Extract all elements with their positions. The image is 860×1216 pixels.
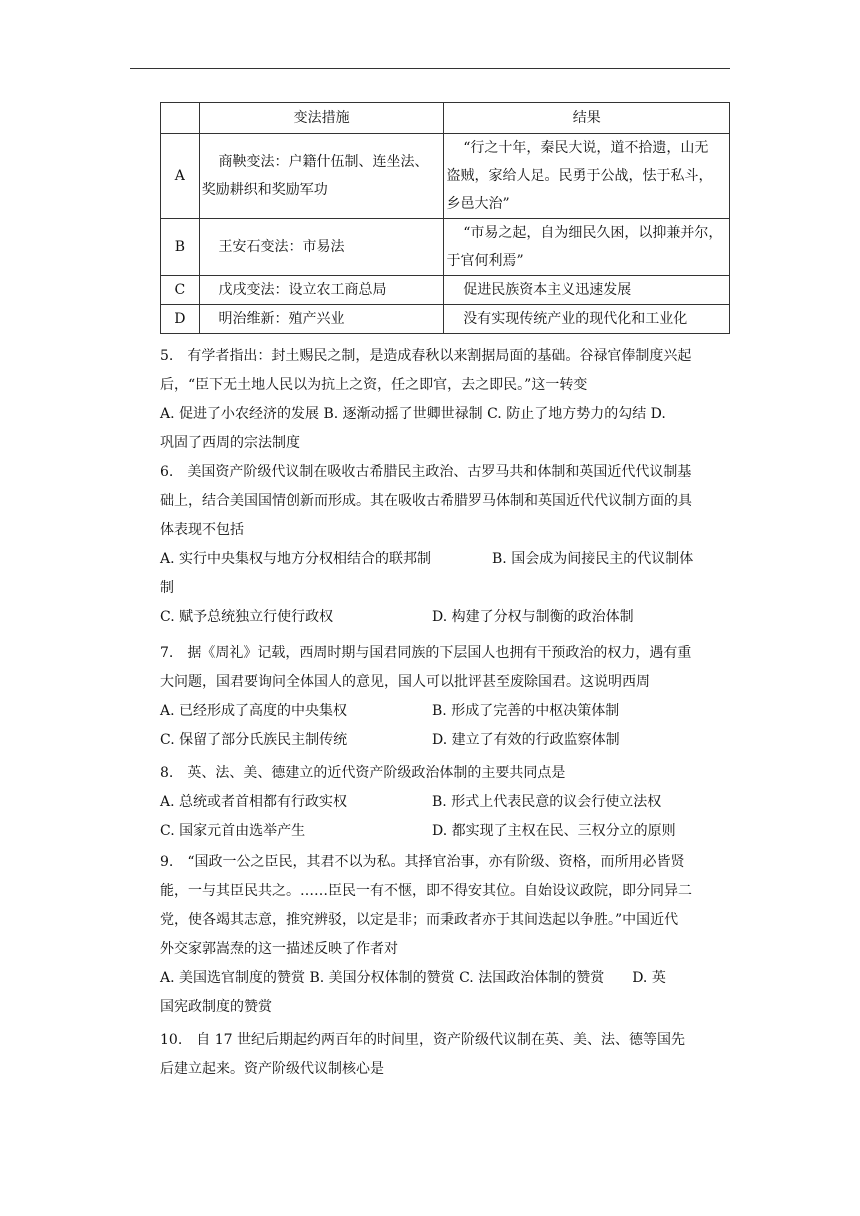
header-cell-result: 结果 [444,103,730,134]
option-a: A. 总统或者首相都有行政实权 [160,794,348,810]
question-stem-line: 党，使各竭其志意，推究辨驳，以定是非；而秉政者亦于其间迭起以争胜。”中国近代 [160,912,679,928]
cell-line: 商鞅变法：户籍什伍制、连坐法、 [218,154,429,170]
result-cell [444,276,730,305]
header-cell-measure: 变法措施 [199,103,444,134]
cell-line: 明治维新：殖产兴业 [218,311,345,327]
row-key: A [161,134,200,219]
options-row [160,726,732,755]
options-line: 巩固了西周的宗法制度 [160,435,300,451]
table-row [161,305,730,334]
question-stem-line: 体表现不包括 [160,522,244,538]
table-row [161,134,730,219]
options-row [160,603,732,632]
options-line: A. 美国选官制度的赞赏 B. 美国分权体制的赞赏 C. 法国政治体制的赞赏 D. 英 [160,970,666,986]
cell-line: 乡邑大治” [446,196,510,212]
options-row [160,697,732,726]
question-stem-line: 6. 美国资产阶级代议制在吸收古希腊民主政治、古罗马共和体制和英国近代代议制基 [160,464,692,480]
cell-line: 于官何利焉” [446,253,524,269]
header-rule [130,68,730,69]
question-stem-line: 7. 据《周礼》记载，西周时期与国君同族的下层国人也拥有干预政治的权力，遇有重 [160,645,692,661]
cell-line: “行之十年，秦民大说，道不拾遗，山无 [463,140,709,156]
option-b: B. 国会成为间接民主的代议制体 [492,551,694,567]
row-key: D [161,305,200,334]
cell-line: 促进民族资本主义迅速发展 [463,282,632,298]
table-header-row [161,103,730,134]
question-8 [160,759,732,846]
question-10 [160,1026,732,1084]
option-b: B. 形成了完善的中枢决策体制 [432,703,620,719]
question-stem-line: 外交家郭嵩焘的这一描述反映了作者对 [160,941,398,957]
option-a: A. 实行中央集权与地方分权相结合的联邦制 [160,551,432,567]
reform-comparison-table [160,102,730,334]
question-9 [160,848,732,1022]
result-cell [444,305,730,334]
options-row [160,788,732,817]
cell-line: “市易之起，自为细民久困，以抑兼并尔， [463,225,723,241]
option-b-continuation: 制 [160,580,174,596]
question-stem-line: 5. 有学者指出：封土赐民之制，是造成春秋以来割据局面的基础。谷禄官俸制度兴起 [160,348,692,364]
question-stem-line: 8. 英、法、美、德建立的近代资产阶级政治体制的主要共同点是 [160,765,566,781]
option-c: C. 赋予总统独立行使行政权 [160,609,334,625]
row-key: B [161,219,200,276]
cell-line: 盗贼，家给人足。民勇于公战，怯于私斗， [446,168,713,184]
measure-cell [199,305,444,334]
result-cell [444,219,730,276]
cell-line: 王安石变法：市易法 [218,239,345,255]
measure-cell [199,134,444,219]
option-a: A. 已经形成了高度的中央集权 [160,703,348,719]
option-c: C. 保留了部分氏族民主制传统 [160,732,348,748]
question-5 [160,342,732,458]
options-line: A. 促进了小农经济的发展 B. 逐渐动摇了世卿世禄制 C. 防止了地方势力的勾结 D. [160,406,666,422]
question-stem-line: 大问题，国君要询问全体国人的意见，国人可以批评甚至废除国君。这说明西周 [160,674,650,690]
option-d: D. 构建了分权与制衡的政治体制 [432,609,634,625]
question-6 [160,458,732,632]
question-stem-line: 后，“臣下无土地人民以为抗上之资，任之即官，去之即民。”这一转变 [160,377,588,393]
question-stem-line: 础上，结合美国国情创新而形成。其在吸收古希腊罗马体制和英国近代代议制方面的具 [160,493,692,509]
measure-cell [199,276,444,305]
option-c: C. 国家元首由选举产生 [160,823,306,839]
question-stem-line: 后建立起来。资产阶级代议制核心是 [160,1061,384,1077]
option-d: D. 建立了有效的行政监察体制 [432,732,620,748]
cell-line: 奖励耕织和奖励军功 [201,182,328,198]
cell-line: 没有实现传统产业的现代化和工业化 [463,311,688,327]
option-d: D. 都实现了主权在民、三权分立的原则 [432,823,676,839]
cell-line: 戊戌变法：设立农工商总局 [218,282,387,298]
question-7 [160,639,732,755]
options-row [160,817,732,846]
row-key: C [161,276,200,305]
option-b: B. 形式上代表民意的议会行使立法权 [432,794,662,810]
question-stem-line: 9. “国政一公之臣民，其君不以为私。其择官治事，亦有阶级、资格，而所用必皆贤 [160,854,685,870]
question-stem-line: 能，一与其臣民共之。……臣民一有不惬，即不得安其位。自始设议政院，即分同异二 [160,883,692,899]
question-stem-line: 10. 自 17 世纪后期起约两百年的时间里，资产阶级代议制在英、美、法、德等国先 [160,1032,685,1048]
result-cell [444,134,730,219]
options-row [160,545,732,574]
options-line: 国宪政制度的赞赏 [160,999,272,1015]
header-cell-blank [161,103,200,134]
table-row [161,276,730,305]
table-row [161,219,730,276]
measure-cell [199,219,444,276]
